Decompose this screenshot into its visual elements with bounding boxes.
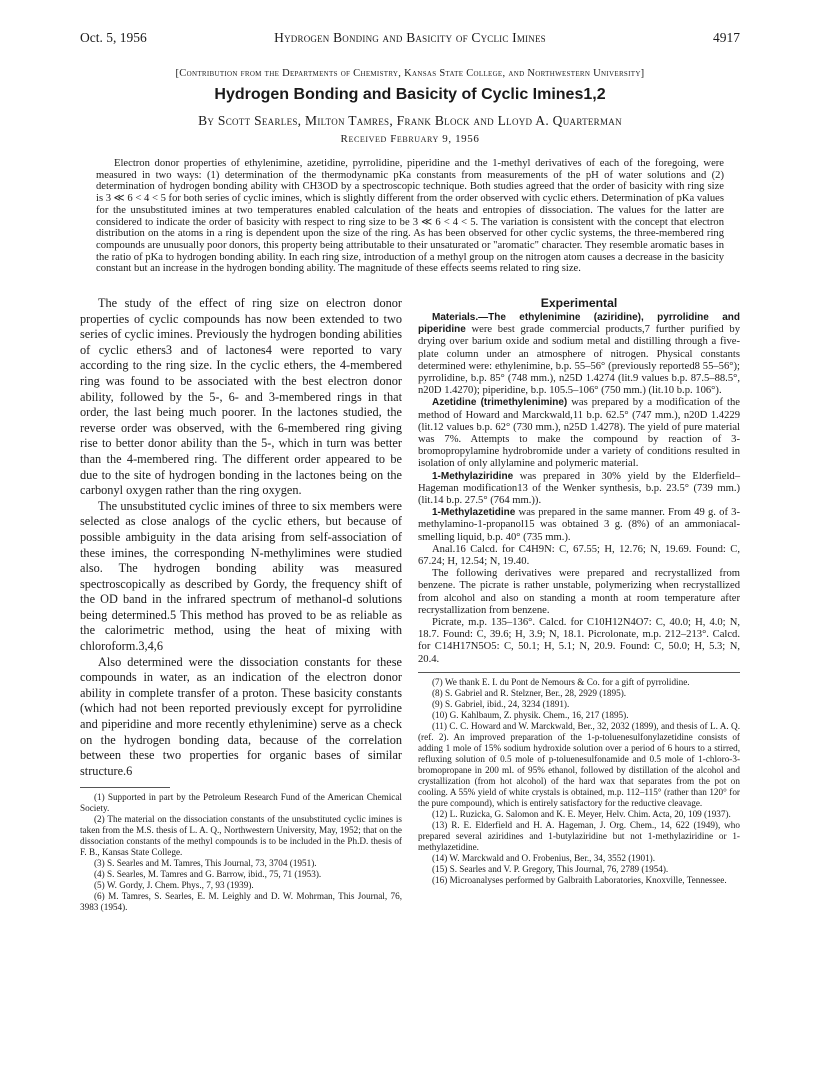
exp-lead: Materials.—The ethylenimine (aziridine), pyrrolidine and piperidine [418, 312, 740, 336]
footnote: (11) C. C. Howard and W. Marckwald, Ber., 32, 2032 (1899), and thesis of L. A. Q. (ref. 2). An improved preparation of the 1-p-toluenesulfonylazetidine consists of adding 1 mole of 15% sodium hydroxide solution over a period of 6 hours to a stirred, refluxing solution of 0.5 mole of p-toluenesulfonamide and 0.5 mole of 1-chloro-3-bromopropane in 200 ml. of 95% ethanol, followed by distillation of the alcohol and crystallization (from hot alcohol) of the hard wax that separates from the pot on cooling. A 55% yield of white crystals is obtained, m.p. 112–115° (rather than 120° for the pure compound), which is entirely satisfactory for the reductive cleavage. [418, 720, 740, 808]
header-date: Oct. 5, 1956 [80, 30, 147, 45]
body-paragraph: The study of the effect of ring size on electron donor properties of cyclic compounds has now been extended to two series of cyclic imines. Previously the hydrogen bonding abilities of cyclic ethers3 and of lactones4 were reported to vary according to the ring size. In the cyclic ethers, the 4-membered ring was found to be associated with the best electron donor ability, followed by the 5-, 6- and 3-membered rings in that order, the last being much poorer. In the lactones studied, the reverse order was observed, with the 6-membered ring giving rise to better donor ability than the 5-, which in turn was better than the 4-membered ring. The different order appeared to be due to the site of hydrogen bonding in the lactones being on the carbonyl oxygen rather than the ring oxygen. [80, 296, 402, 498]
running-header [80, 30, 740, 48]
footnote: (14) W. Marckwald and O. Frobenius, Ber., 34, 3552 (1901). [432, 852, 656, 863]
section-heading-experimental: Experimental [540, 296, 618, 310]
exp-paragraph: Anal.16 Calcd. for C4H9N: C, 67.55; H, 12.76; N, 19.69. Found: C, 67.24; H, 12.54; N, 19.40. [418, 543, 740, 568]
footnotes-right [418, 672, 740, 886]
footnote: (3) S. Searles and M. Tamres, This Journal, 73, 3704 (1951). [94, 858, 317, 869]
footnote: (2) The material on the dissociation constants of the unsubstituted cyclic imines is taken from the M.S. thesis of L. A. Q., Northwestern University, May, 1952; that on the dissociation constants of the methyl compounds is to be included in the Ph.D. thesis of F. B., Kansas State College. [80, 814, 402, 858]
page-number: 4917 [713, 30, 740, 45]
article-title: Hydrogen Bonding and Basicity of Cyclic Imines1,2 [214, 86, 606, 103]
footnote: (6) M. Tamres, S. Searles, E. M. Leighly and D. W. Mohrman, This Journal, 76, 3983 (1954). [80, 891, 402, 913]
footnote: (10) G. Kahlbaum, Z. physik. Chem., 16, 217 (1895). [432, 709, 629, 720]
footnote-divider [80, 787, 170, 788]
footnote: (1) Supported in part by the Petroleum Research Fund of the American Chemical Society. [80, 792, 402, 814]
footnote: (4) S. Searles, M. Tamres and G. Barrow, ibid., 75, 71 (1953). [94, 869, 322, 880]
abstract: Electron donor properties of ethylenimine, azetidine, pyrrolidine, piperidine and the 1-methyl derivatives of each of the foregoing, were measured in two ways: (1) determination of the thermodynamic pKa constants from measurements of the pH of water solutions and (2) determination of hydrogen bonding ability with CH3OD by a spectroscopic technique. Both studies agreed that the order of basicity with ring size is 3 ≪ 6 < 4 < 5 for both series of cyclic imines, which is slightly different from the order observed with cyclic ethers. Determination of pKa values for the unsubstituted imines at two temperatures enabled calculation of the heats and entropies of dissociation. The values for the latter are considered to indicate the order of basicity with respect to ring size to be 3 ≪ 6 < 4 < 5. The variation is consistent with the concept that electron distribution on the atoms in a ring is dependent upon the size of the ring. As has been observed for other cyclic systems, the three-membered ring compounds are unusually poor donors, this property being attributable to their unsaturated or "aromatic" character. They resemble aromatic bases in the ratio of pKa to hydrogen bonding ability. In each ring size, introduction of a methyl group on the nitrogen atom causes a decrease in the basicity constant but an increase in the hydrogen bonding ability. The magnitude of these effects seems related to ring size. [96, 158, 724, 275]
contribution-line: [Contribution from the Departments of Chemistry, Kansas State College, and Northwestern University] [175, 68, 645, 79]
left-column [80, 296, 402, 913]
exp-lead: Azetidine (trimethylenimine) [432, 397, 568, 409]
exp-lead: 1-Methylaziridine [432, 470, 514, 482]
footnote: (7) We thank E. I. du Pont de Nemours & Co. for a gift of pyrrolidine. [432, 676, 690, 687]
footnote: (13) R. E. Elderfield and H. A. Hageman, J. Org. Chem., 14, 622 (1949), who prepared several aziridines and 1-butylaziridine but not 1-methylaziridine or 1-methylazetidine. [418, 819, 740, 852]
exp-paragraph: Materials.—The ethylenimine (aziridine), pyrrolidine and piperidine were best grade commercial products,7 further purified by drying over barium oxide and sodium metal and distilling through a five-plate column under an atmosphere of nitrogen. Physical constants determined were: ethylenimine, b.p. 55–56° (previously reported8 55–56°); pyrrolidine, b.p. 85° (748 mm.), n25D 1.4274 (lit.9 values b.p. 87.5–88.5°, n20D 1.4270); piperidine, b.p. 105.5–106° (750 mm.) (lit.10 b.p. 106°). [418, 312, 740, 397]
exp-paragraph: The following derivatives were prepared and recrystallized from benzene. The picrate is rather unstable, polymerizing when recrystallized from alcohol and also on standing a month at room temperature after recrystallization from benzene. [418, 568, 740, 616]
received-date: Received February 9, 1956 [340, 133, 480, 145]
footnote: (9) S. Gabriel, ibid., 24, 3234 (1891). [432, 698, 570, 709]
exp-paragraph: Picrate, m.p. 135–136°. Calcd. for C10H12N4O7: C, 40.0; H, 4.0; N, 18.7. Found: C, 39.6; H, 3.9; N, 18.1. Picrolonate, m.p. 212–213°. Calcd. for C14H17N5O5: C, 50.1; H, 5.1; N, 20.9. Found: C, 50.0; H, 5.3; N, 20.4. [418, 617, 740, 665]
exp-lead: 1-Methylazetidine [432, 507, 516, 519]
right-column [418, 296, 740, 886]
exp-paragraph: Azetidine (trimethylenimine) was prepared by a modification of the method of Howard and Marckwald,11 b.p. 62.5° (747 mm.), n20D 1.4229 (lit.12 values b.p. 62° (730 mm.), n25D 1.4278). The yield of pure material was 7%. Attempts to make the compound by reaction of 3-bromopropylamine hydrobromide under a variety of conditions resulted in isolation of only allylamine and polymeric material. [418, 397, 741, 470]
exp-paragraph: 1-Methylaziridine was prepared in 30% yield by the Elderfield–Hageman modification13 of the Wenker synthesis, b.p. 23.5° (739 mm.) (lit.14 b.p. 27.5° (764 mm.)). [418, 470, 740, 507]
exp-paragraph: 1-Methylazetidine was prepared in the same manner. From 49 g. of 3-methylamino-1-propanol15 was obtained 3 g. (8%) of an ammoniacal-smelling liquid, b.p. 40° (735 mm.). [418, 507, 740, 543]
footnotes-left [80, 792, 402, 913]
author-line: By Scott Searles, Milton Tamres, Frank Block and Lloyd A. Quarterman [198, 113, 622, 128]
body-paragraph: Also determined were the dissociation constants for these compounds in water, as an indication of the electron donor ability in complete transfer of a proton. These basicity constants (which had not been reported previously except for pyrrolidine and piperidine and more recently ethylenimine) serve as a check on the hydrogen bonding data, because of the correlation between these two properties for organic bases of similar structure.6 [80, 654, 402, 778]
header-title: Hydrogen Bonding and Basicity of Cyclic Imines [274, 30, 546, 45]
body-paragraph: The unsubstituted cyclic imines of three to six members were selected as close analogs of the cyclic ethers, but because of possible ambiguity in the data arising from self-association of these imines, the corresponding N-methylimines were studied also. The hydrogen bonding ability was measured spectroscopically as described by Gordy, the frequency shift of the OD band in the infrared spectrum of methanol-d solutions being determined.5 This method has proved to be as reliable as the calorimetric method, using the heat of mixing with chloroform.3,4,6 [80, 498, 402, 654]
footnote: (16) Microanalyses performed by Galbraith Laboratories, Knoxville, Tennessee. [432, 874, 727, 885]
footnote: (5) W. Gordy, J. Chem. Phys., 7, 93 (1939). [94, 880, 254, 891]
footnote: (12) L. Ruzicka, G. Salomon and K. E. Meyer, Helv. Chim. Acta, 20, 109 (1937). [432, 808, 731, 819]
footnote: (15) S. Searles and V. P. Gregory, This Journal, 76, 2789 (1954). [432, 863, 669, 874]
footnote: (8) S. Gabriel and R. Stelzner, Ber., 28, 2929 (1895). [432, 687, 627, 698]
